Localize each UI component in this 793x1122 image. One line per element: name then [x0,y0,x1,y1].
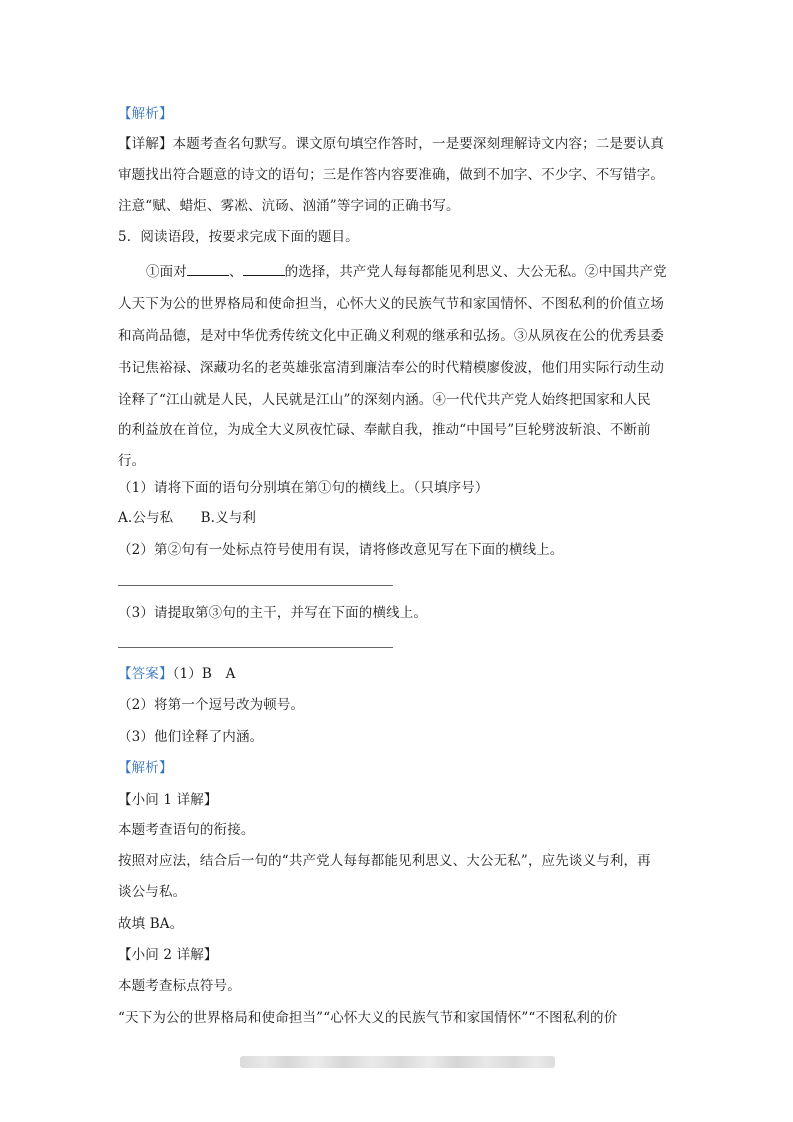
sub-question-3: （3）请提取第③句的主干，并写在下面的横线上。 [118,605,428,621]
sub-2-line-1: 本题考查标点符号。 [118,978,241,994]
detail-line-1: 【详解】本题考查名句默写。课文原句填空作答时，一是要深刻理解诗文内容；二是要认真 [118,136,665,152]
analysis-label: 【解析】 [118,106,173,122]
sub-2-line-2: “天下为公的世界格局和使命担当”“心怀大义的民族气节和家国情怀”“不图私利的价 [118,1010,618,1026]
sub-1-line-3: 谈公与私。 [118,884,187,900]
passage-line-2: 人天下为公的世界格局和使命担当，心怀大义的民族气节和家国情怀、不图私利的价值立场 [118,296,664,312]
sub-question-2: （2）第②句有一处标点符号使用有误，请将修改意见写在下面的横线上。 [118,542,564,558]
answer-label: 【答案】 [118,666,173,682]
passage-line-4: 书记焦裕禄、深藏功名的老英雄张富清到廉洁奉公的时代精模廖俊波，他们用实际行动生动 [118,360,664,376]
answer-line-a3: （3）他们诠释了内涵。 [118,729,264,745]
detail-line-3: 注意“赋、蜡炬、雾凇、沆砀、汹涌”等字词的正确书写。 [118,198,460,214]
detail-label: 【详解】 [118,136,173,152]
answer-line-2 [118,585,393,586]
answer-line-a1: 【答案】（1）B A [118,666,236,682]
sub-1-line-4: 故填 BA。 [118,916,184,932]
passage-line-1: ①面对 、 的选择，共产党人每每都能见利思义、大公无私。②中国共产党 [146,264,667,280]
sub-2-label: 【小问 2 详解】 [118,947,218,963]
question-5-title: 5．阅读语段，按要求完成下面的题目。 [118,229,359,245]
blurred-footer-watermark [240,1056,555,1068]
sub-question-1: （1）请将下面的语句分别填在第①句的横线上。（只填序号） [118,480,489,496]
answer-line-3 [118,647,393,648]
answer-line-a2: （2）将第一个逗号改为顿号。 [118,697,305,713]
detail-line-2: 审题找出符合题意的诗文的语句；三是作答内容要准确，做到不加字、不少字、不写错字。 [118,167,664,183]
sub-1-line-2: 按照对应法，结合后一句的“共产党人每每都能见利思义、大公无私”，应先谈义与利，再 [118,853,651,869]
fill-blank-1 [187,263,229,276]
passage-line-3: 和高尚品德，是对中华优秀传统文化中正确义利观的继承和弘扬。③从夙夜在公的优秀县委 [118,328,664,344]
fill-blank-2 [243,263,285,276]
passage-line-6: 的利益放在首位，为成全大义夙夜忙碌、奉献自我，推动“中国号”巨轮劈波斩浪、不断前 [118,422,651,438]
sub-question-1-options: A.公与私 B.义与利 [118,510,257,526]
sub-1-line-1: 本题考查语句的衔接。 [118,822,255,838]
sub-1-label: 【小问 1 详解】 [118,792,218,808]
analysis-label-2: 【解析】 [118,760,173,776]
passage-line-7: 行。 [118,453,146,469]
passage-line-5: 诠释了“江山就是人民，人民就是江山”的深刻内涵。④一代代共产党人始终把国家和人民 [118,392,651,408]
